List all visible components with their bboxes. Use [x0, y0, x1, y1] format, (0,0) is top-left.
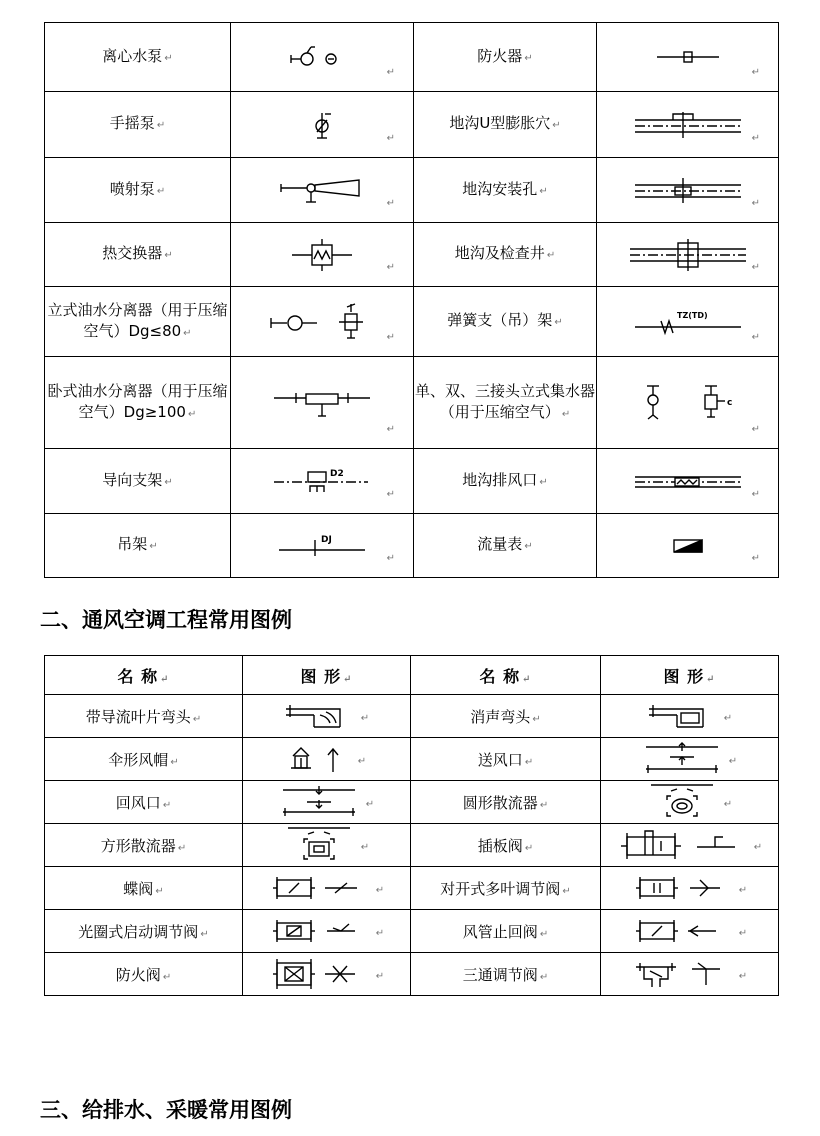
header-figure: 图 形 ↵	[601, 656, 779, 695]
cell-symbol: ↵	[601, 781, 779, 824]
vertical-collector-icon	[633, 383, 743, 423]
cell-symbol: ↵	[231, 158, 414, 223]
table-row	[45, 23, 779, 92]
cell-name: 喷射泵 ↵	[45, 158, 231, 223]
trench-u-expansion-icon	[633, 110, 743, 140]
cell-name: 热交换器 ↵	[45, 223, 231, 287]
cell-symbol: ↵	[243, 824, 411, 867]
hanger-label: DJ	[321, 534, 332, 545]
cell-symbol: ↵	[231, 23, 414, 92]
cell-symbol: ↵	[243, 867, 411, 910]
table-row	[45, 738, 779, 781]
cell-name: 手摇泵 ↵	[45, 92, 231, 158]
vaned-elbow-icon	[284, 701, 354, 731]
table-row	[45, 910, 779, 953]
cell-name: 带导流叶片弯头 ↵	[45, 695, 243, 738]
header-name: 名 称 ↵	[411, 656, 601, 695]
fire-arrester-icon	[653, 47, 723, 67]
trench-inspection-well-icon	[628, 238, 748, 272]
cell-symbol: c ↵	[597, 357, 779, 449]
guide-support-label: D2	[330, 469, 344, 479]
cell-name: 流量表 ↵	[414, 514, 597, 578]
cell-symbol: ↵	[597, 92, 779, 158]
flow-meter-icon	[668, 536, 708, 556]
duct-check-valve-icon	[632, 916, 732, 946]
slide-damper-icon	[617, 827, 747, 863]
cell-symbol: ↵	[597, 158, 779, 223]
table-row	[45, 953, 779, 996]
umbrella-cap-icon	[287, 744, 351, 774]
vertical-separator-icon	[267, 302, 377, 342]
cell-symbol: ↵	[597, 23, 779, 92]
table-row	[45, 449, 779, 514]
fire-damper-icon	[269, 957, 369, 991]
cell-name: 导向支架 ↵	[45, 449, 231, 514]
guide-support-icon	[272, 464, 372, 498]
jet-pump-icon	[277, 176, 367, 204]
cell-name: 防火器 ↵	[414, 23, 597, 92]
cell-name: 立式油水分离器（用于压缩空气）Dg≤80 ↵	[45, 287, 231, 357]
hanger-icon	[277, 532, 367, 560]
table-row	[45, 158, 779, 223]
round-diffuser-icon	[647, 782, 717, 822]
spring-support-label: TZ(TD)	[676, 310, 708, 320]
cell-name: 弹簧支（吊）架 ↵	[414, 287, 597, 357]
svg-text:c: c	[726, 397, 732, 408]
table-row	[45, 695, 779, 738]
return-outlet-icon	[279, 784, 359, 820]
cell-name: 地沟安装孔 ↵	[414, 158, 597, 223]
cell-symbol: DJ ↵	[231, 514, 414, 578]
table-row	[45, 223, 779, 287]
cell-symbol: ↵	[243, 910, 411, 953]
cell-symbol: ↵	[243, 781, 411, 824]
cell-name: 防火阀 ↵	[45, 953, 243, 996]
table-row	[45, 514, 779, 578]
cell-name: 光圈式启动调节阀 ↵	[45, 910, 243, 953]
spring-support-icon	[633, 307, 743, 337]
cell-name: 伞形风帽 ↵	[45, 738, 243, 781]
silencer-elbow-icon	[647, 701, 717, 731]
cell-name: 方形散流器 ↵	[45, 824, 243, 867]
cell-name: 三通调节阀 ↵	[411, 953, 601, 996]
legend-table-1	[44, 22, 779, 578]
table-header-row	[45, 656, 779, 695]
cell-name: 送风口 ↵	[411, 738, 601, 781]
cell-symbol: ↵	[601, 738, 779, 781]
cell-symbol: ↵	[601, 824, 779, 867]
cell-name: 地沟排风口 ↵	[414, 449, 597, 514]
cell-name: 蝶阀 ↵	[45, 867, 243, 910]
cell-name: 地沟及检查井 ↵	[414, 223, 597, 287]
section-heading-water: 三、给排水、采暖常用图例	[40, 1098, 292, 1122]
cell-symbol: ↵	[231, 223, 414, 287]
table-row	[45, 867, 779, 910]
table-row	[45, 92, 779, 158]
square-diffuser-icon	[284, 825, 354, 865]
opposed-blade-damper-icon	[632, 873, 732, 903]
cell-symbol: ↵	[601, 867, 779, 910]
cell-symbol: ↵	[601, 695, 779, 738]
table-row	[45, 287, 779, 357]
cell-name: 对开式多叶调节阀 ↵	[411, 867, 601, 910]
table-row	[45, 824, 779, 867]
cell-name: 单、双、三接头立式集水器（用于压缩空气） ↵	[414, 357, 597, 449]
trench-install-hole-icon	[633, 175, 743, 205]
heat-exchanger-icon	[290, 237, 354, 273]
tee-damper-icon	[632, 957, 732, 991]
cell-symbol: ↵	[231, 92, 414, 158]
table-row	[45, 357, 779, 449]
cell-name: 离心水泵 ↵	[45, 23, 231, 92]
centrifugal-pump-icon	[287, 44, 357, 70]
hand-pump-icon	[307, 110, 337, 140]
horizontal-separator-icon	[272, 386, 372, 420]
cell-symbol: ↵	[231, 357, 414, 449]
cell-symbol: D2 ↵	[231, 449, 414, 514]
table-row	[45, 781, 779, 824]
cell-symbol: ↵	[597, 223, 779, 287]
trench-exhaust-icon	[633, 469, 743, 493]
cell-name: 卧式油水分离器（用于压缩空气）Dg≥100 ↵	[45, 357, 231, 449]
cell-name: 风管止回阀 ↵	[411, 910, 601, 953]
cell-symbol: ↵	[597, 514, 779, 578]
cell-symbol: ↵	[243, 953, 411, 996]
butterfly-valve-icon	[269, 873, 369, 903]
cell-symbol: ↵	[597, 449, 779, 514]
iris-damper-icon	[269, 916, 369, 946]
cell-symbol: TZ(TD) ↵	[597, 287, 779, 357]
cell-symbol: ↵	[601, 910, 779, 953]
section-heading-hvac: 二、通风空调工程常用图例	[40, 608, 292, 632]
supply-outlet-icon	[642, 741, 722, 777]
cell-name: 回风口 ↵	[45, 781, 243, 824]
cell-symbol: ↵	[243, 695, 411, 738]
header-name: 名 称 ↵	[45, 656, 243, 695]
cell-symbol: ↵	[231, 287, 414, 357]
cell-name: 消声弯头 ↵	[411, 695, 601, 738]
legend-table-2	[44, 655, 779, 996]
cell-name: 插板阀 ↵	[411, 824, 601, 867]
cell-symbol: ↵	[601, 953, 779, 996]
cell-name: 地沟U型膨胀穴 ↵	[414, 92, 597, 158]
cell-name: 圆形散流器 ↵	[411, 781, 601, 824]
cell-name: 吊架 ↵	[45, 514, 231, 578]
header-figure: 图 形 ↵	[243, 656, 411, 695]
cell-symbol: ↵	[243, 738, 411, 781]
